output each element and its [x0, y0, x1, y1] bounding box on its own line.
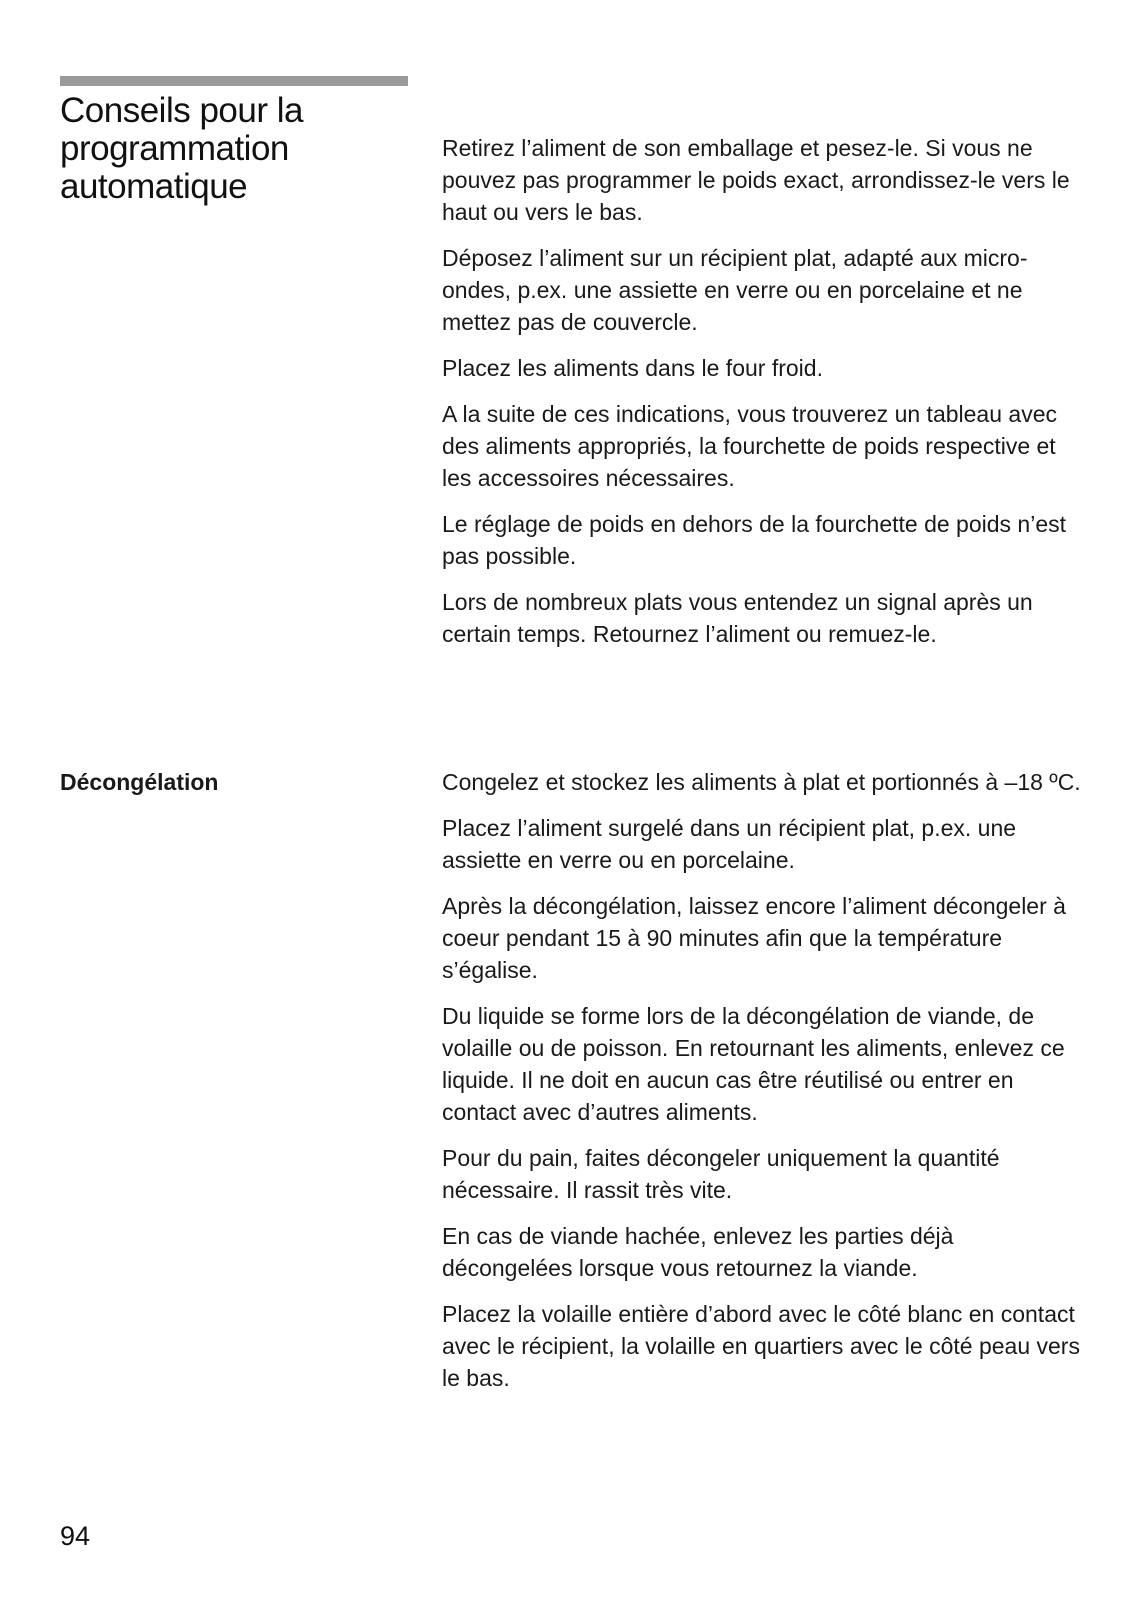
header-rule [60, 76, 408, 86]
decongelation-paragraph: En cas de viande hachée, enlevez les parties déjà décongelées lorsque vous retournez la viande. [442, 1223, 954, 1281]
intro-paragraph: A la suite de ces indications, vous trouverez un tableau avec des aliments appropriés, la fourchette de poids respective et les accessoires nécessaires. [442, 401, 1057, 491]
page-title: Conseils pour la programmation automatique [60, 91, 303, 206]
decongelation-section [442, 766, 1082, 1408]
decongelation-paragraph: Après la décongélation, laissez encore l’aliment décongeler à coeur pendant 15 à 90 minutes afin que la température s’égalise. [442, 893, 1066, 983]
decongelation-paragraph: Placez la volaille entière d’abord avec le côté blanc en contact avec le récipient, la volaille en quartiers avec le côté peau vers le bas. [442, 1301, 1080, 1391]
section-heading-decongelation: Décongélation [60, 769, 219, 795]
decongelation-paragraph: Du liquide se forme lors de la décongélation de viande, de volaille ou de poisson. En retournant les aliments, enlevez ce liquide. Il ne doit en aucun cas être réutilisé ou entrer en contact avec d’autres aliments. [442, 1003, 1065, 1125]
intro-paragraph: Le réglage de poids en dehors de la fourchette de poids n’est pas possible. [442, 511, 1066, 569]
page-number: 94 [60, 1521, 91, 1551]
intro-paragraph: Retirez l’aliment de son emballage et pesez-le. Si vous ne pouvez pas programmer le poids exact, arrondissez-le vers le haut ou vers le bas. [442, 135, 1070, 225]
intro-paragraph: Déposez l’aliment sur un récipient plat, adapté aux micro-ondes, p.ex. une assiette en verre ou en porcelaine et ne mettez pas de couvercle. [442, 245, 1028, 335]
intro-paragraph: Placez les aliments dans le four froid. [442, 355, 823, 381]
decongelation-paragraph: Congelez et stockez les aliments à plat et portionnés à –18 ºC. [442, 769, 1081, 795]
decongelation-paragraph: Pour du pain, faites décongeler uniquement la quantité nécessaire. Il rassit très vite. [442, 1145, 1000, 1203]
intro-paragraph: Lors de nombreux plats vous entendez un signal après un certain temps. Retournez l’aliment ou remuez-le. [442, 589, 1033, 647]
decongelation-paragraph: Placez l’aliment surgelé dans un récipient plat, p.ex. une assiette en verre ou en porcelaine. [442, 815, 1017, 873]
intro-section [442, 132, 1082, 664]
